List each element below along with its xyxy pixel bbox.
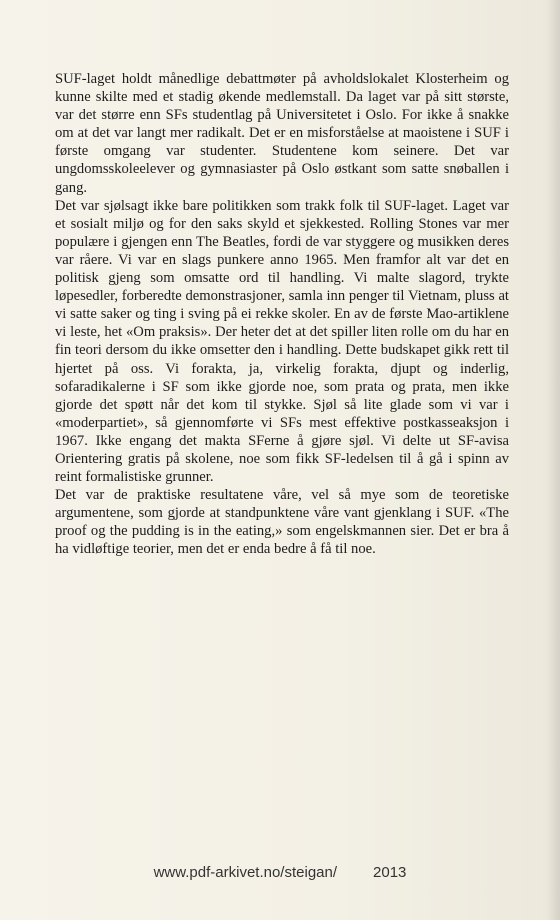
page-footer <box>0 864 560 881</box>
footer-year: 2013 <box>373 864 407 881</box>
page-edge-shadow <box>546 0 560 920</box>
paragraph-2: Det var sjølsagt ikke bare politikken som trakk folk til SUF-laget. Laget var et sosialt miljø og for den saks skyld et sjekkested. Rolling Stones var mer populære i gjengen enn The Beatles, fordi de var styggere og musikken deres var råere. Vi var en slags punkere anno 1965. Men framfor alt var det en politisk gjeng som omsatte ord til handling. Vi malte slagord, trykte løpesedler, forberedte demonstrasjoner, samla inn penger til Vietnam, pluss at vi satte saker og ting i sving på ei rekke skoler. En av de første Mao-artiklene vi leste, het «Om praksis». Der heter det at det spiller liten rolle om du har en fin teori dersom du ikke omsetter den i handling. Dette budskapet gikk rett til hjertet på oss. Vi forakta, ja, virkelig forakta, djupt og inderlig, sofaradikalerne i SF som ikke gjorde noe, som prata og prata, men ikke gjorde det spøtt når det kom til stykke. Sjøl så lite glade som vi var i «moderpartiet», så gjennomførte vi SFs mest effektive postkasseaksjon i 1967. Ikke engang det makta SFerne å gjøre sjøl. Vi delte ut SF-avisa Orientering gratis på skolene, noe som fikk SF-ledelsen til å gå i spinn av reint formalistiske grunner. <box>55 197 509 486</box>
paragraph-1: SUF-laget holdt månedlige debattmøter på avholdslokalet Klosterheim og kunne skilte med et stadig økende medlemstall. Da laget var på sitt største, var det større enn SFs studentlag på Universitetet i Oslo. For ikke å snakke om at det var langt mer radikalt. Det er en misforståelse at maoistene i SUF i første omgang var studenter. Studentene kom seinere. Det var ungdomsskoleelever og gymnasiaster på Oslo østkant som satte snøballen i gang. <box>55 71 509 196</box>
paragraph-3: Det var de praktiske resultatene våre, vel så mye som de teoretiske argumentene, som gjorde at standpunktene våre vant gjenklang i SUF. «The proof og the pudding is in the eating,» som engelskmannen sier. Det er bra å ha vidløftige teorier, men det er enda bedre å få til noe. <box>55 487 509 558</box>
footer-url: www.pdf-arkivet.no/steigan/ <box>153 864 338 881</box>
body-text <box>55 70 509 559</box>
